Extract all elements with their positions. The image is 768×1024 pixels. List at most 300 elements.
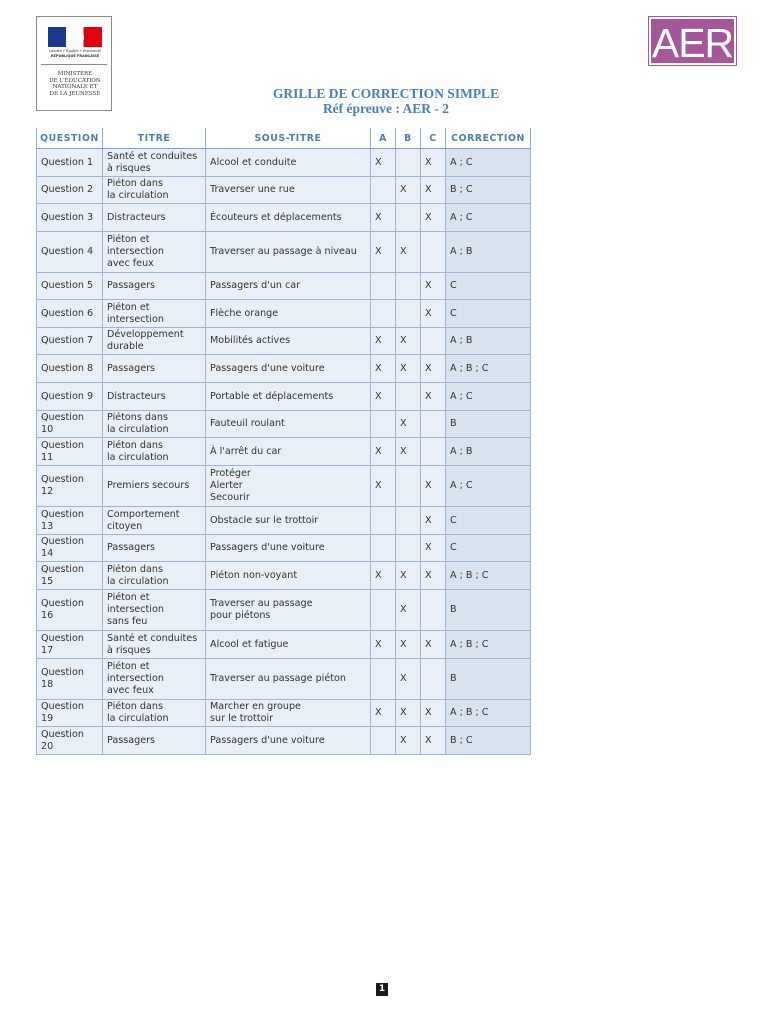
question-cell: [37, 631, 103, 659]
question-cell: [37, 562, 103, 590]
titre-cell-text: Piéton et: [107, 234, 150, 245]
titre-cell: [103, 328, 206, 355]
sous-titre-cell-text: pour piétons: [210, 610, 271, 621]
ministry-line: DE LA JEUNESSE: [49, 90, 101, 97]
titre-cell-text: la circulation: [107, 451, 169, 463]
answer-b-cell-text: X: [400, 246, 407, 257]
answer-b-cell-text: X: [400, 638, 407, 650]
question-cell: [37, 535, 103, 562]
answer-b-cell: [396, 383, 421, 411]
table-row: [37, 631, 531, 659]
sous-titre-cell-text: Alcool et conduite: [210, 156, 297, 168]
answer-b-cell: [396, 328, 421, 355]
question-cell-text: Question 12: [41, 474, 84, 497]
answer-a-cell-text: X: [375, 211, 382, 223]
answer-b-cell-text: X: [400, 184, 407, 195]
answer-a-cell: [371, 659, 396, 700]
sous-titre-cell-text: sur le trottoir: [210, 713, 274, 724]
correction-cell: [446, 562, 531, 590]
answer-b-cell: [396, 355, 421, 383]
titre-cell: [103, 383, 206, 411]
titre-cell: [103, 535, 206, 562]
table-row: [37, 149, 531, 177]
answer-a-cell-text: X: [375, 480, 382, 491]
ministry-name: [39, 71, 111, 97]
question-cell: [37, 438, 103, 466]
titre-cell: [103, 631, 206, 659]
answer-b-cell-text: X: [400, 445, 407, 457]
answer-a-cell: [371, 204, 396, 232]
answer-c-cell-text: X: [425, 569, 432, 581]
table-row: [37, 535, 531, 562]
aer-logo-label: AER: [651, 20, 734, 66]
correction-cell: [446, 300, 531, 328]
answer-b-cell-text: X: [400, 707, 407, 718]
answer-a-cell-text: X: [375, 707, 382, 718]
sous-titre-cell-text: Alerter: [210, 480, 243, 491]
table-row: [37, 590, 531, 631]
answer-a-cell-text: X: [375, 362, 382, 374]
table-row: [37, 232, 531, 273]
sous-titre-cell-text: Mobilités actives: [210, 335, 291, 346]
answer-b-cell: [396, 700, 421, 727]
answer-a-cell: [371, 411, 396, 438]
question-cell-text: Question 1: [41, 156, 94, 168]
answer-a-cell: [371, 507, 396, 535]
answer-a-cell: [371, 355, 396, 383]
answer-c-cell-text: X: [425, 280, 432, 291]
sous-titre-cell: [206, 204, 371, 232]
titre-cell-text: Passagers: [107, 734, 156, 746]
answer-c-cell: [421, 590, 446, 631]
correction-cell: [446, 631, 531, 659]
titre-cell: [103, 659, 206, 700]
page-number: 1: [376, 983, 388, 996]
answer-c-cell: [421, 328, 446, 355]
correction-cell-text: C: [450, 307, 457, 319]
answer-b-cell: [396, 273, 421, 300]
answer-c-cell-text: X: [425, 480, 432, 491]
correction-cell: [446, 273, 531, 300]
titre-cell-text: Santé et conduites: [107, 150, 198, 162]
answer-b-cell: [396, 507, 421, 535]
sous-titre-cell-text: Écouteurs et déplacements: [210, 211, 342, 223]
answer-c-cell: [421, 507, 446, 535]
table-row: [37, 466, 531, 507]
table-row: [37, 300, 531, 328]
question-cell-text: Question 11: [41, 439, 84, 463]
table-row: [37, 328, 531, 355]
titre-cell: [103, 149, 206, 177]
question-cell: [37, 507, 103, 535]
answer-b-cell-text: X: [400, 569, 407, 581]
answer-b-cell: [396, 590, 421, 631]
correction-cell: [446, 659, 531, 700]
table-row: [37, 507, 531, 535]
answer-b-cell: [396, 631, 421, 659]
titre-cell-text: Santé et conduites: [107, 632, 198, 644]
question-cell-text: Question 4: [41, 246, 94, 257]
correction-cell-text: A ; B ; C: [450, 707, 489, 718]
question-cell-text: Question 9: [41, 390, 94, 402]
sous-titre-cell-text: Piéton non-voyant: [210, 569, 298, 581]
answer-b-cell: [396, 177, 421, 204]
answer-c-cell: [421, 700, 446, 727]
question-cell-text: Question 15: [41, 563, 84, 587]
titre-cell-text: Premiers secours: [107, 480, 190, 491]
answer-a-cell: [371, 535, 396, 562]
titre-cell: [103, 590, 206, 631]
titre-cell: [103, 411, 206, 438]
answer-b-cell: [396, 149, 421, 177]
table-row: [37, 355, 531, 383]
answer-c-cell: [421, 411, 446, 438]
table-header-row: [37, 128, 531, 149]
answer-c-cell-text: X: [425, 307, 432, 319]
answer-c-cell: [421, 177, 446, 204]
answer-c-cell-text: X: [425, 514, 432, 526]
correction-cell-text: A ; C: [450, 156, 473, 168]
titre-cell-text: la circulation: [107, 713, 169, 724]
table-row: [37, 727, 531, 755]
sous-titre-cell-text: Passagers d'une voiture: [210, 734, 325, 746]
titre-cell-text: Piéton et: [107, 661, 150, 672]
titre-cell-text: citoyen: [107, 520, 143, 532]
question-cell-text: Question 6: [41, 307, 94, 319]
titre-cell-text: Piéton et: [107, 301, 150, 313]
answer-a-cell: [371, 300, 396, 328]
table-body: [37, 149, 531, 755]
table-row: [37, 659, 531, 700]
question-cell: [37, 590, 103, 631]
titre-cell-text: Piétons dans: [107, 412, 168, 423]
answer-c-cell-text: X: [425, 638, 432, 650]
answer-a-cell: [371, 700, 396, 727]
question-cell-text: Question 5: [41, 280, 94, 291]
titre-cell-text: intersection: [107, 313, 164, 325]
titre-cell-text: la circulation: [107, 190, 169, 201]
correction-cell-text: A ; B ; C: [450, 638, 489, 650]
question-cell-text: Question 8: [41, 362, 94, 374]
sous-titre-cell: [206, 383, 371, 411]
table-row: [37, 411, 531, 438]
header-c: C: [421, 128, 446, 149]
question-cell-text: Question 18: [41, 667, 84, 690]
correction-cell-text: B ; C: [450, 184, 473, 195]
answer-c-cell-text: X: [425, 362, 432, 374]
correction-cell: [446, 328, 531, 355]
table-row: [37, 383, 531, 411]
table-row: [37, 562, 531, 590]
titre-cell-text: Distracteurs: [107, 211, 166, 223]
header-question: QUESTION: [37, 128, 103, 149]
correction-cell-text: A ; C: [450, 480, 473, 491]
question-cell: [37, 466, 103, 507]
titre-cell: [103, 204, 206, 232]
answer-a-cell-text: X: [375, 638, 382, 650]
answer-b-cell-text: X: [400, 418, 407, 429]
correction-cell: [446, 700, 531, 727]
answer-a-cell: [371, 149, 396, 177]
answer-b-cell: [396, 562, 421, 590]
correction-cell: [446, 383, 531, 411]
answer-b-cell: [396, 659, 421, 700]
correction-cell: [446, 535, 531, 562]
answer-c-cell: [421, 562, 446, 590]
sous-titre-cell: [206, 232, 371, 273]
answer-b-cell-text: X: [400, 604, 407, 615]
titre-cell-text: à risques: [107, 644, 151, 656]
answer-a-cell: [371, 383, 396, 411]
sous-titre-cell: [206, 590, 371, 631]
aer-logo: [649, 17, 736, 65]
question-cell-text: Question 2: [41, 184, 94, 195]
sous-titre-cell-text: Traverser une rue: [210, 184, 295, 195]
titre-cell-text: Distracteurs: [107, 390, 166, 402]
sous-titre-cell: [206, 562, 371, 590]
correction-cell: [446, 466, 531, 507]
correction-cell: [446, 232, 531, 273]
question-cell-text: Question 10: [41, 412, 84, 435]
correction-cell-text: C: [450, 280, 457, 291]
correction-cell: [446, 590, 531, 631]
answer-b-cell: [396, 466, 421, 507]
question-cell: [37, 273, 103, 300]
logo-divider: [41, 64, 107, 65]
sous-titre-cell-text: Fauteuil roulant: [210, 418, 285, 429]
table-row: [37, 273, 531, 300]
question-cell-text: Question 17: [41, 632, 84, 656]
question-cell: [37, 727, 103, 755]
correction-cell-text: B ; C: [450, 734, 473, 746]
question-cell: [37, 328, 103, 355]
correction-cell: [446, 204, 531, 232]
titre-cell-text: Piéton dans: [107, 439, 163, 451]
sous-titre-cell-text: Traverser au passage piéton: [210, 673, 346, 684]
titre-cell-text: Piéton dans: [107, 563, 163, 575]
titre-cell-text: intersection: [107, 604, 164, 615]
table-row: [37, 204, 531, 232]
titre-cell: [103, 438, 206, 466]
question-cell: [37, 355, 103, 383]
answer-a-cell: [371, 590, 396, 631]
french-flag-icon: [48, 27, 102, 47]
titre-cell-text: durable: [107, 341, 144, 352]
titre-cell-text: avec feux: [107, 685, 154, 696]
sous-titre-cell-text: Secourir: [210, 492, 250, 503]
question-cell: [37, 177, 103, 204]
question-cell: [37, 232, 103, 273]
question-cell: [37, 149, 103, 177]
correction-cell-text: A ; B: [450, 445, 473, 457]
titre-cell-text: Passagers: [107, 362, 156, 374]
correction-cell: [446, 355, 531, 383]
titre-cell-text: Piéton dans: [107, 178, 163, 189]
titre-cell-text: sans feu: [107, 616, 148, 627]
question-cell: [37, 204, 103, 232]
answer-a-cell: [371, 562, 396, 590]
correction-table: [36, 128, 531, 755]
answer-a-cell-text: X: [375, 335, 382, 346]
sous-titre-cell: [206, 328, 371, 355]
sous-titre-cell: [206, 700, 371, 727]
header-correction: CORRECTION: [446, 128, 531, 149]
sous-titre-cell: [206, 411, 371, 438]
correction-cell-text: B: [450, 604, 457, 615]
titre-cell-text: Piéton dans: [107, 701, 163, 712]
answer-c-cell: [421, 659, 446, 700]
sous-titre-cell-text: Passagers d'une voiture: [210, 542, 325, 553]
sous-titre-cell: [206, 177, 371, 204]
titre-cell: [103, 700, 206, 727]
question-cell: [37, 659, 103, 700]
answer-a-cell: [371, 438, 396, 466]
header-sous-titre: SOUS-TITRE: [206, 128, 371, 149]
titre-cell: [103, 562, 206, 590]
table-row: [37, 177, 531, 204]
answer-b-cell-text: X: [400, 335, 407, 346]
answer-c-cell: [421, 383, 446, 411]
titre-cell: [103, 177, 206, 204]
answer-c-cell-text: X: [425, 184, 432, 195]
answer-a-cell-text: X: [375, 569, 382, 581]
correction-cell-text: A ; B: [450, 335, 473, 346]
answer-a-cell: [371, 631, 396, 659]
answer-c-cell-text: X: [425, 542, 432, 553]
question-cell-text: Question 20: [41, 728, 84, 752]
page-title: GRILLE DE CORRECTION SIMPLE: [272, 86, 500, 101]
correction-cell-text: C: [450, 514, 457, 526]
answer-c-cell-text: X: [425, 156, 432, 168]
correction-cell-text: A ; B: [450, 246, 473, 257]
question-cell-text: Question 7: [41, 335, 94, 346]
correction-cell: [446, 507, 531, 535]
titre-cell-text: intersection: [107, 673, 164, 684]
ministry-line: NATIONALE ET: [52, 84, 98, 91]
question-cell-text: Question 19: [41, 701, 84, 724]
titre-cell-text: avec feux: [107, 258, 154, 269]
answer-a-cell-text: X: [375, 156, 382, 168]
answer-a-cell-text: X: [375, 246, 382, 257]
sous-titre-cell-text: Passagers d'une voiture: [210, 362, 325, 374]
sous-titre-cell: [206, 466, 371, 507]
answer-c-cell: [421, 232, 446, 273]
header-b: B: [396, 128, 421, 149]
answer-b-cell: [396, 535, 421, 562]
sous-titre-cell: [206, 300, 371, 328]
question-cell: [37, 300, 103, 328]
answer-c-cell: [421, 149, 446, 177]
answer-c-cell: [421, 300, 446, 328]
correction-cell-text: A ; B ; C: [450, 362, 489, 374]
titre-cell-text: Passagers: [107, 280, 156, 291]
titre-cell: [103, 300, 206, 328]
answer-c-cell-text: X: [425, 707, 432, 718]
sous-titre-cell-text: Protéger: [210, 468, 251, 479]
answer-a-cell-text: X: [375, 390, 382, 402]
sous-titre-cell: [206, 355, 371, 383]
sous-titre-cell-text: À l'arrêt du car: [210, 445, 282, 457]
answer-c-cell: [421, 631, 446, 659]
correction-cell-text: C: [450, 542, 457, 553]
answer-b-cell: [396, 232, 421, 273]
question-cell-text: Question 16: [41, 598, 84, 621]
answer-b-cell-text: X: [400, 673, 407, 684]
titre-cell-text: Piéton et: [107, 592, 150, 603]
answer-a-cell: [371, 177, 396, 204]
answer-b-cell: [396, 438, 421, 466]
titre-cell: [103, 232, 206, 273]
sous-titre-cell: [206, 535, 371, 562]
sous-titre-cell-text: Traverser au passage à niveau: [210, 246, 357, 257]
republic-motto: Liberté • Égalité • Fraternité: [48, 49, 102, 53]
titre-cell: [103, 273, 206, 300]
sous-titre-cell-text: Flèche orange: [210, 307, 279, 319]
sous-titre-cell: [206, 149, 371, 177]
answer-a-cell: [371, 328, 396, 355]
answer-c-cell: [421, 438, 446, 466]
sous-titre-cell: [206, 507, 371, 535]
correction-cell-text: A ; B ; C: [450, 569, 489, 581]
sous-titre-cell: [206, 273, 371, 300]
titre-cell-text: la circulation: [107, 575, 169, 587]
correction-cell: [446, 727, 531, 755]
question-cell-text: Question 14: [41, 536, 84, 559]
titre-cell: [103, 727, 206, 755]
answer-c-cell: [421, 273, 446, 300]
answer-c-cell-text: X: [425, 734, 432, 746]
answer-b-cell: [396, 727, 421, 755]
sous-titre-cell-text: Portable et déplacements: [210, 390, 334, 402]
titre-cell-text: Comportement: [107, 508, 180, 520]
ministry-line: DE L'ÉDUCATION: [49, 77, 101, 84]
answer-b-cell: [396, 300, 421, 328]
answer-c-cell: [421, 466, 446, 507]
answer-a-cell: [371, 232, 396, 273]
ministry-logo: [36, 16, 112, 111]
titre-cell-text: Développement: [107, 329, 184, 340]
sous-titre-cell: [206, 659, 371, 700]
sous-titre-cell-text: Traverser au passage: [210, 598, 313, 609]
titre-cell-text: intersection: [107, 246, 164, 257]
answer-b-cell: [396, 204, 421, 232]
sous-titre-cell-text: Passagers d'un car: [210, 280, 301, 291]
answer-a-cell: [371, 727, 396, 755]
answer-c-cell-text: X: [425, 211, 432, 223]
titre-cell-text: Passagers: [107, 542, 156, 553]
titre-cell: [103, 355, 206, 383]
table-row: [37, 700, 531, 727]
correction-cell: [446, 177, 531, 204]
correction-cell: [446, 149, 531, 177]
answer-c-cell: [421, 204, 446, 232]
answer-c-cell: [421, 355, 446, 383]
answer-b-cell-text: X: [400, 362, 407, 374]
answer-c-cell: [421, 727, 446, 755]
answer-c-cell: [421, 535, 446, 562]
sous-titre-cell-text: Marcher en groupe: [210, 701, 301, 712]
question-cell-text: Question 3: [41, 211, 94, 223]
titre-cell-text: à risques: [107, 162, 151, 174]
question-cell: [37, 411, 103, 438]
correction-cell-text: B: [450, 673, 457, 684]
sous-titre-cell: [206, 631, 371, 659]
correction-cell-text: A ; C: [450, 390, 473, 402]
sous-titre-cell: [206, 727, 371, 755]
answer-a-cell: [371, 466, 396, 507]
answer-b-cell-text: X: [400, 734, 407, 746]
correction-cell: [446, 438, 531, 466]
